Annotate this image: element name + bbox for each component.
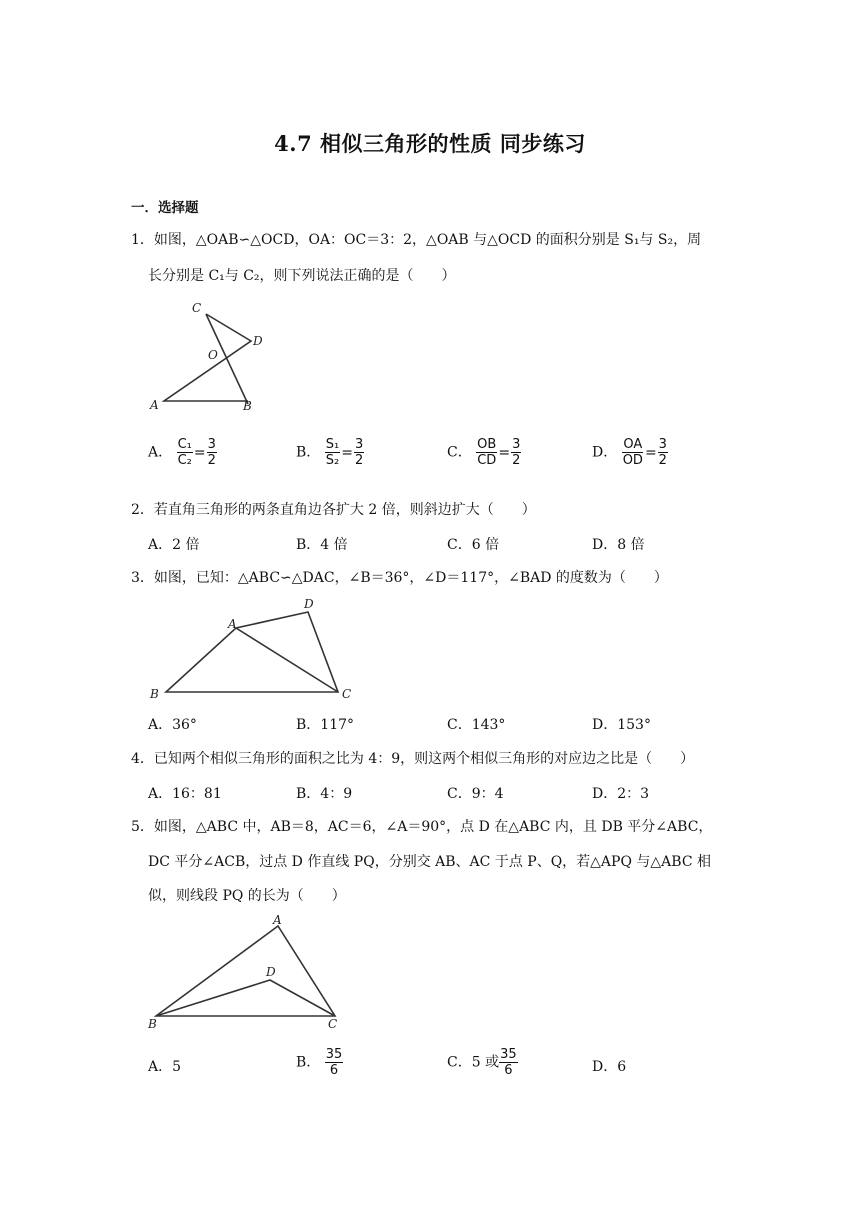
q1-label-c: C: [192, 301, 202, 315]
q3-stem: 3．如图，已知：△ABC∽△DAC，∠B＝36°，∠D＝117°，∠BAD 的度数为（ ）: [131, 570, 668, 586]
q5-triangle-abc: [156, 926, 335, 1016]
q1-stem-line2: 长分别是 C₁与 C₂，则下列说法正确的是（ ）: [148, 268, 456, 284]
q5-label-c: C: [328, 1017, 338, 1031]
q5-option-a[interactable]: A．5: [148, 1059, 182, 1075]
q5-label-b: B: [148, 1017, 157, 1031]
q5-label-a: A: [273, 913, 282, 927]
q1-option-c[interactable]: C． $\frac{OB}{CD}$ = $\frac{3}{2}$: [447, 437, 521, 468]
q3-option-a[interactable]: A．36°: [148, 717, 197, 733]
q4-option-c[interactable]: C．9：4: [447, 786, 504, 802]
q5-stem-line2: DC 平分∠ACB，过点 D 作直线 PQ，分别交 AB、AC 于点 P、Q，若△APQ 与△ABC 相: [148, 854, 711, 870]
q5-label-d: D: [266, 965, 276, 979]
q2-option-d[interactable]: D．8 倍: [592, 537, 645, 553]
q3-option-d[interactable]: D．153°: [592, 717, 651, 733]
q3-diagonal-ac: [236, 628, 338, 692]
q5-figure: [140, 910, 350, 1035]
q4-option-b[interactable]: B．4：9: [296, 786, 353, 802]
q2-option-b[interactable]: B．4 倍: [296, 537, 348, 553]
q3-label-b: B: [150, 687, 159, 701]
q3-quadrilateral: [166, 612, 338, 692]
q1-stem-line1: 1．如图，△OAB∽△OCD，OA：OC＝3：2，△OAB 与△OCD 的面积分别是 S₁与 S₂，周: [131, 232, 702, 248]
q3-option-c[interactable]: C．143°: [447, 717, 506, 733]
q2-option-a[interactable]: A．2 倍: [148, 537, 200, 553]
q5-segments-bd-dc: [156, 980, 335, 1016]
q1-figure: [140, 296, 280, 416]
q5-option-d[interactable]: D．6: [592, 1059, 627, 1075]
q1-option-a[interactable]: A． $\frac{\text{C₁}}{\text{C₂}}$ = $\frac{3}{2}$: [148, 437, 216, 468]
q1-label-d: D: [253, 334, 263, 348]
q1-label-o: O: [208, 348, 218, 362]
q4-option-d[interactable]: D．2：3: [592, 786, 650, 802]
q5-stem-line3: 似，则线段 PQ 的长为（ ）: [148, 888, 346, 904]
page-title: 4.7 相似三角形的性质 同步练习: [274, 131, 586, 156]
q2-option-c[interactable]: C．6 倍: [447, 537, 500, 553]
q1-label-a: A: [150, 398, 159, 412]
q4-stem: 4．已知两个相似三角形的面积之比为 4：9，则这两个相似三角形的对应边之比是（ ）: [131, 751, 695, 767]
q5-option-b[interactable]: B． $\frac{35}{6}$: [296, 1047, 343, 1078]
q3-label-a: A: [228, 617, 237, 631]
q1-option-b[interactable]: B． $\frac{\text{S₁}}{\text{S₂}}$ = $\frac{3}{2}$: [296, 437, 364, 468]
q2-stem: 2．若直角三角形的两条直角边各扩大 2 倍，则斜边扩大（ ）: [131, 502, 536, 518]
q3-option-b[interactable]: B．117°: [296, 717, 355, 733]
q1-label-b: B: [243, 399, 252, 413]
q3-label-c: C: [342, 687, 352, 701]
q3-label-d: D: [304, 597, 314, 611]
q5-option-c[interactable]: C．5 或 $\frac{35}{6}$: [447, 1047, 517, 1078]
section-heading: 一．选择题: [131, 200, 199, 216]
q5-stem-line1: 5．如图，△ABC 中，AB＝8，AC＝6，∠A＝90°，点 D 在△ABC 内，且 DB 平分∠ABC，: [131, 819, 713, 835]
q1-option-d[interactable]: D． $\frac{OA}{OD}$ = $\frac{3}{2}$: [592, 437, 667, 468]
q3-figure: [142, 594, 362, 706]
q4-option-a[interactable]: A．16：81: [148, 786, 222, 802]
